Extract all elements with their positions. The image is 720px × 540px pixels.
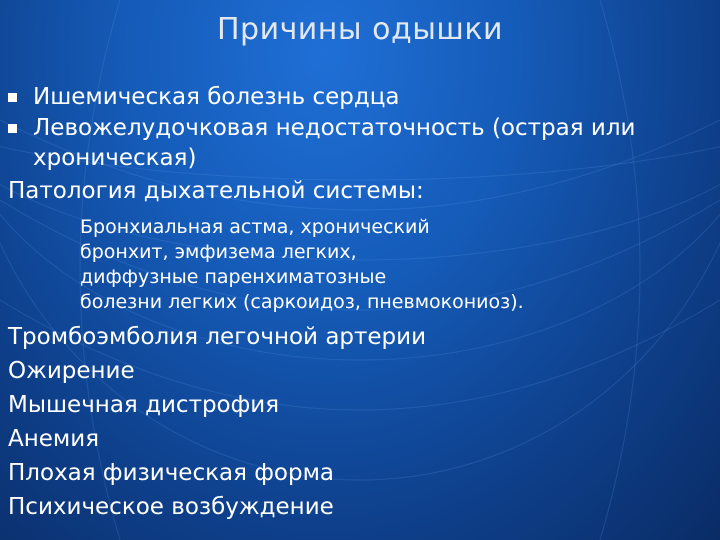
respiratory-detail-line: Бронхиальная астма, хронический	[80, 216, 430, 238]
cause-item: Анемия	[8, 426, 100, 452]
cause-item: Мышечная дистрофия	[8, 392, 280, 418]
bullet-item-ischemic: Ишемическая болезнь сердца	[33, 84, 400, 110]
cause-item: Ожирение	[8, 358, 135, 384]
bullet-item-lv-failure: Левожелудочковая недостаточность (острая или	[33, 115, 636, 141]
respiratory-detail-line: бронхит, эмфизема легких,	[80, 241, 357, 263]
respiratory-detail-line: болезни легких (саркоидоз, пневмокониоз).	[80, 291, 524, 313]
respiratory-heading: Патология дыхательной системы:	[8, 178, 424, 204]
cause-item: Психическое возбуждение	[8, 494, 334, 520]
cause-item: Плохая физическая форма	[8, 460, 335, 486]
bullet-item-lv-failure-cont: хроническая)	[33, 145, 197, 171]
bullet-square-icon	[8, 124, 17, 133]
cause-item: Тромбоэмболия легочной артерии	[8, 324, 427, 350]
respiratory-detail-line: диффузные паренхиматозные	[80, 266, 387, 288]
bullet-square-icon	[8, 93, 17, 102]
slide-title: Причины одышки	[216, 12, 503, 47]
